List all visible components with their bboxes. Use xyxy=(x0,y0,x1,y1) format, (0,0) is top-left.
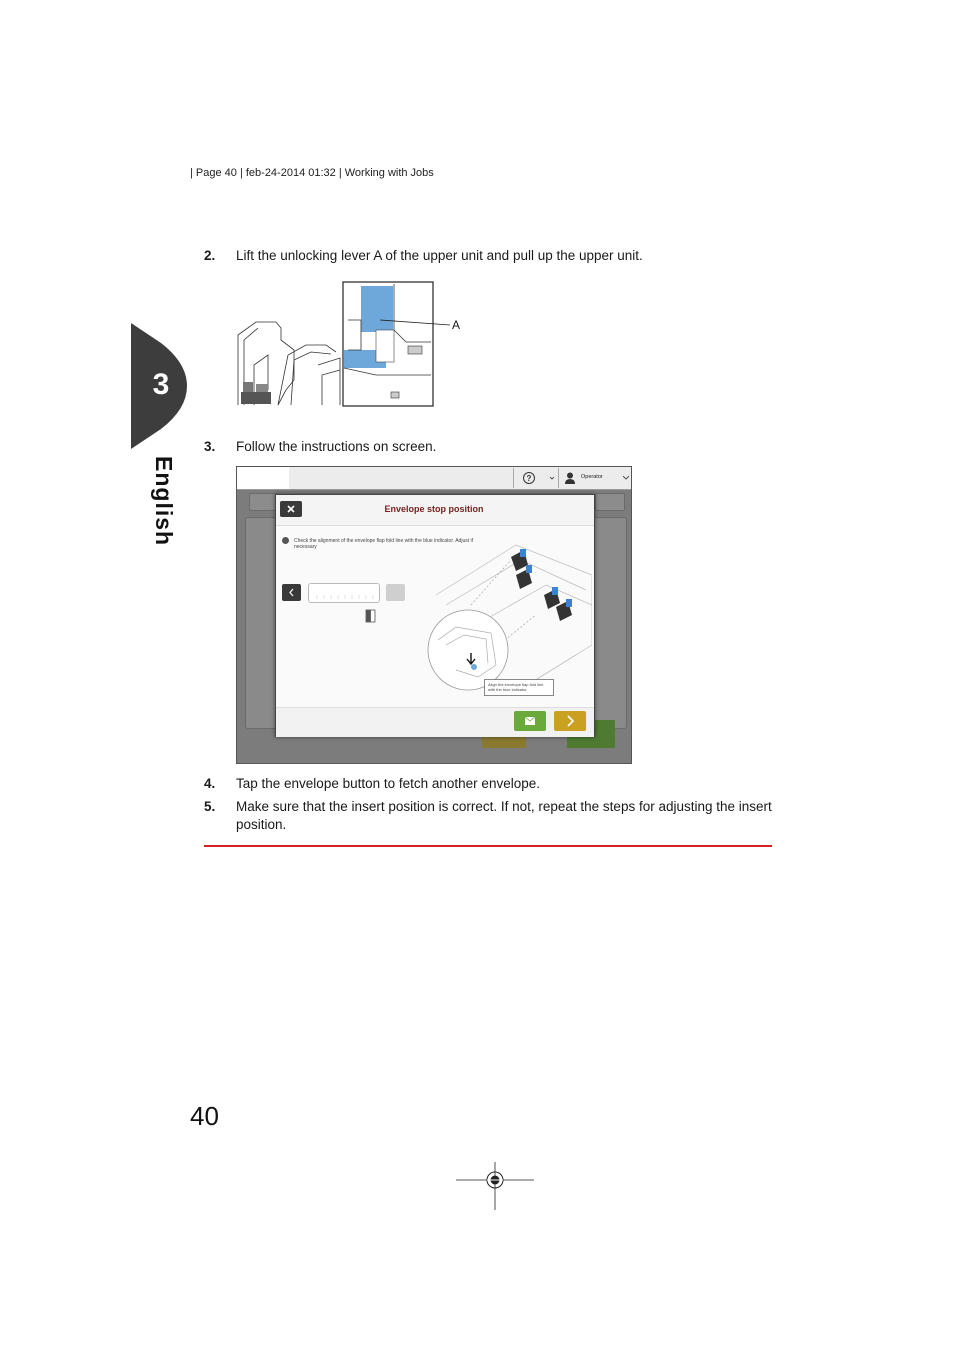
envelope-position-icon xyxy=(364,605,378,623)
help-button[interactable] xyxy=(513,468,559,488)
position-slider[interactable] xyxy=(308,583,380,603)
screen-screenshot xyxy=(236,466,632,764)
page-header: | Page 40 | feb-24-2014 01:32 | Working with Jobs xyxy=(190,167,434,179)
operator-label: Operator xyxy=(581,474,603,480)
step-text: Follow the instructions on screen. xyxy=(236,439,437,454)
instruction-text: Check the alignment of the envelope flap fold line with the blue indicator. Adjust if necessary xyxy=(294,538,474,550)
step-text: Tap the envelope button to fetch another envelope. xyxy=(236,776,540,791)
chevron-right-icon xyxy=(554,711,586,731)
envelope-stop-dialog xyxy=(275,494,595,737)
next-button[interactable] xyxy=(554,711,586,731)
close-button[interactable] xyxy=(280,501,302,517)
language-label: English xyxy=(151,456,177,547)
page-number: 40 xyxy=(190,1101,219,1131)
question-icon xyxy=(514,468,558,488)
decrease-button[interactable] xyxy=(282,584,301,601)
machine-illustration xyxy=(236,280,466,410)
chevron-down-icon xyxy=(623,475,629,480)
svg-text:?: ? xyxy=(526,474,532,483)
chapter-number: 3 xyxy=(152,368,170,401)
step-number: 5. xyxy=(204,799,216,814)
user-icon xyxy=(565,472,575,484)
section-divider xyxy=(204,845,772,847)
close-icon xyxy=(280,501,302,517)
step-text: Make sure that the insert position is correct. If not, repeat the steps for adjusting the insert position. xyxy=(236,799,772,832)
step-number: 4. xyxy=(204,776,216,791)
callout-note: Align the envelope flap fold line with the blue indicator xyxy=(484,679,554,696)
envelope-icon xyxy=(514,711,546,731)
step-text: Lift the unlocking lever A of the upper unit and pull up the upper unit. xyxy=(236,248,643,263)
envelope-button[interactable] xyxy=(514,711,546,731)
envelope-alignment-illustration xyxy=(416,535,592,695)
lever-label-a: A xyxy=(452,318,461,332)
registration-mark-icon xyxy=(454,1160,536,1212)
step-number: 2. xyxy=(204,248,216,263)
dialog-title: Envelope stop position xyxy=(384,504,484,514)
chevron-left-icon xyxy=(282,584,301,601)
step-number: 3. xyxy=(204,439,216,454)
info-icon xyxy=(282,537,289,544)
screen-top-bar xyxy=(237,467,631,490)
increase-button[interactable] xyxy=(386,584,405,601)
operator-selector[interactable] xyxy=(559,468,631,488)
